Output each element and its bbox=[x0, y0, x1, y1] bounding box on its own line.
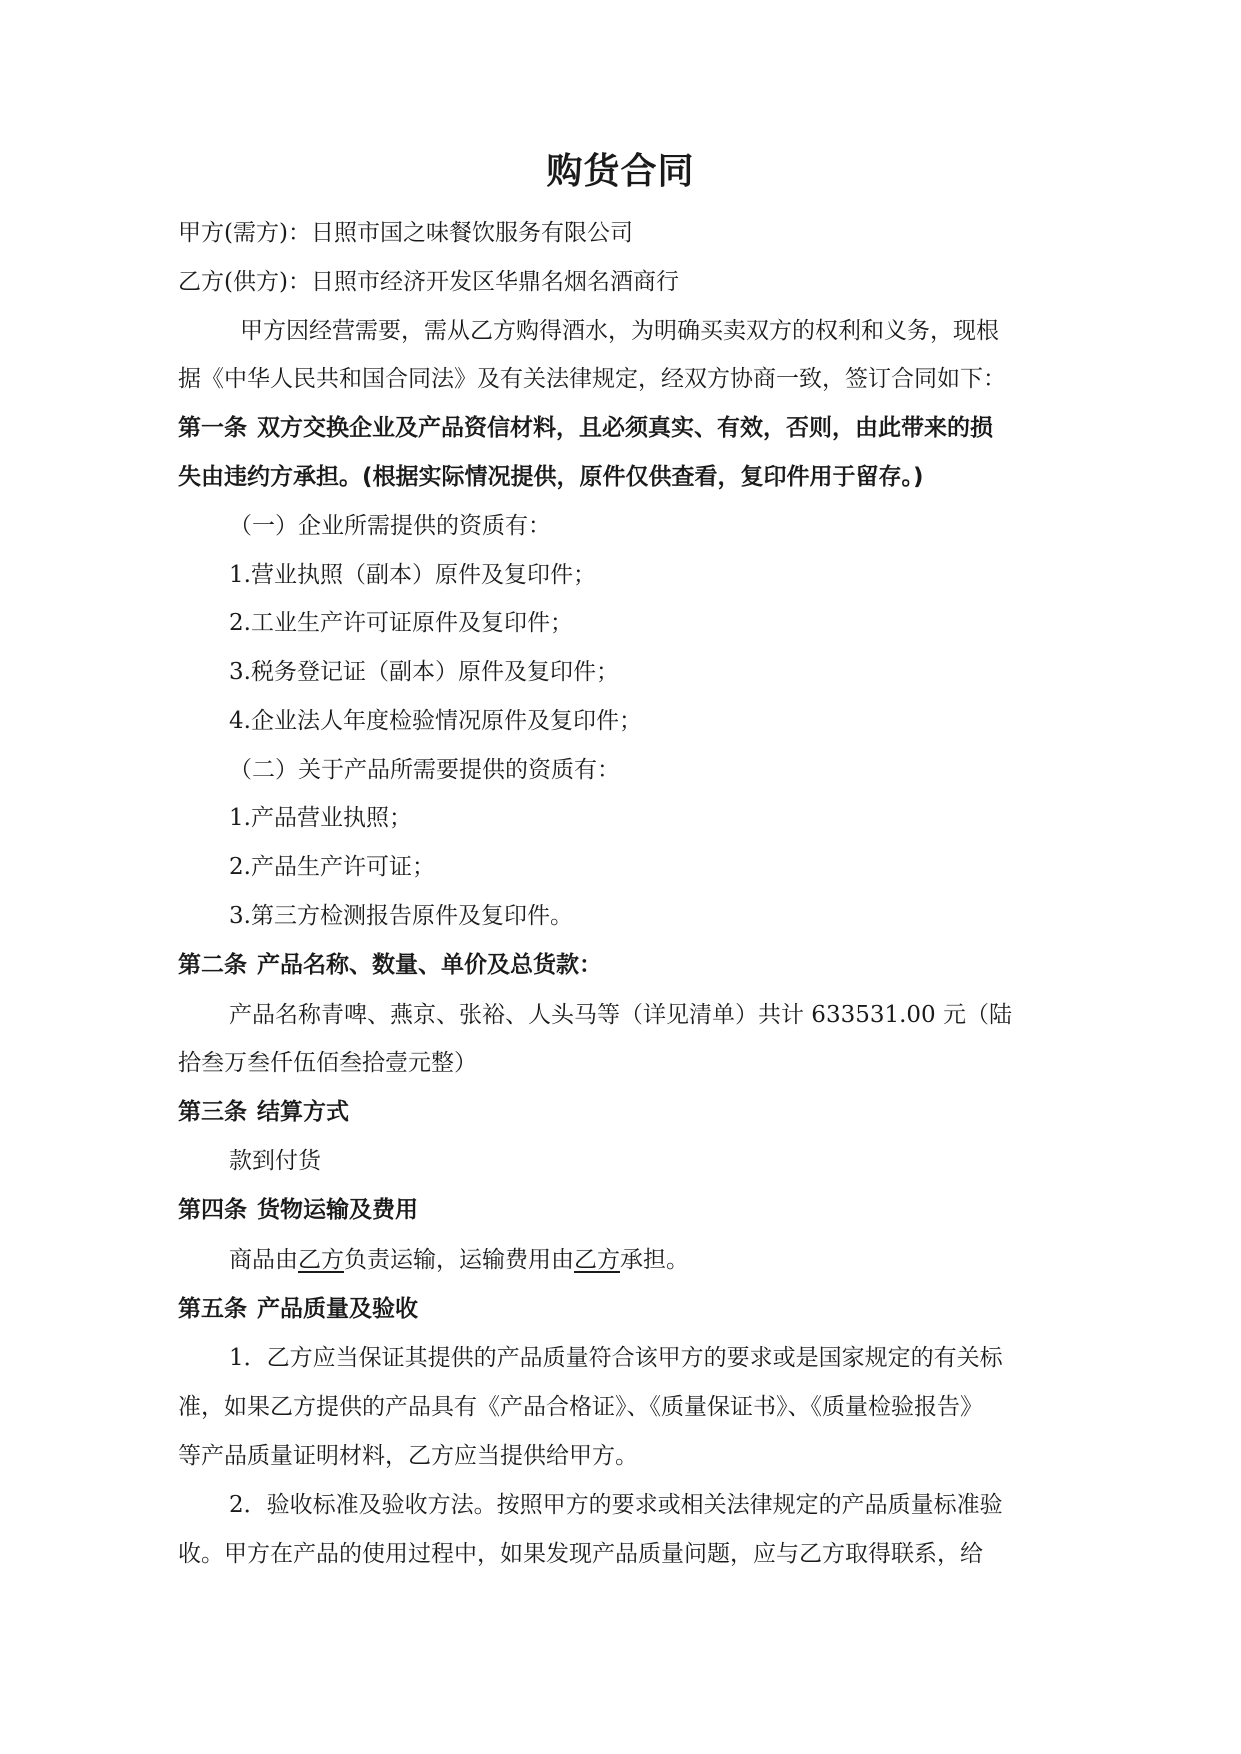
article-1-section-1: （一）企业所需提供的资质有： bbox=[229, 513, 551, 539]
article-4-text-b: 负责运输，运输费用由 bbox=[344, 1247, 574, 1273]
article-1-item: 3.税务登记证（副本）原件及复印件； bbox=[229, 659, 619, 685]
article-1-item: 1.营业执照（副本）原件及复印件； bbox=[229, 562, 596, 588]
article-3-line-1: 款到付货 bbox=[229, 1148, 321, 1174]
article-4-heading bbox=[178, 1195, 418, 1225]
article-2-heading bbox=[178, 950, 602, 980]
article-4-text-c: 承担。 bbox=[620, 1247, 689, 1273]
article-5-clause-1-line-3: 等产品质量证明材料，乙方应当提供给甲方。 bbox=[178, 1443, 638, 1469]
article-4-underlined-a: 乙方 bbox=[298, 1247, 344, 1273]
article-5-clause-2-line-2: 收。甲方在产品的使用过程中，如果发现产品质量问题，应与乙方取得联系，给 bbox=[178, 1541, 983, 1567]
article-1-section-2: （二）关于产品所需要提供的资质有： bbox=[229, 757, 620, 783]
article-2-line-2: 拾叁万叁仟伍佰叁拾壹元整） bbox=[178, 1050, 477, 1076]
article-5-clause-1-line-1: 1．乙方应当保证其提供的产品质量符合该甲方的要求或是国家规定的有关标 bbox=[229, 1345, 1003, 1371]
article-3-heading bbox=[178, 1097, 349, 1127]
document-title: 购货合同 bbox=[546, 151, 695, 192]
article-5-title: 产品质量及验收 bbox=[257, 1296, 418, 1322]
article-1-number: 第一条 bbox=[178, 415, 247, 441]
article-5-clause-2-line-1: 2．验收标准及验收方法。按照甲方的要求或相关法律规定的产品质量标准验 bbox=[229, 1492, 1003, 1518]
article-1-text-1: 双方交换企业及产品资信材料，且必须真实、有效，否则，由此带来的损 bbox=[257, 415, 993, 441]
seller-party: 乙方(供方)：日照市经济开发区华鼎名烟名酒商行 bbox=[178, 269, 679, 295]
article-4-line-1 bbox=[229, 1245, 689, 1275]
article-1-heading bbox=[178, 413, 993, 443]
article-5-clause-1-line-2: 准，如果乙方提供的产品具有《产品合格证》、《质量保证书》、《质量检验报告》 bbox=[178, 1394, 983, 1420]
article-1-item: 3.第三方检测报告原件及复印件。 bbox=[229, 903, 573, 929]
article-1-text-2: 失由违约方承担。(根据实际情况提供，原件仅供查看，复印件用于留存。) bbox=[178, 464, 924, 490]
article-1-item: 2.产品生产许可证； bbox=[229, 854, 435, 880]
article-4-text-a: 商品由 bbox=[229, 1247, 298, 1273]
article-1-item: 1.产品营业执照； bbox=[229, 805, 412, 831]
article-4-title: 货物运输及费用 bbox=[257, 1197, 418, 1223]
article-1-item: 2.工业生产许可证原件及复印件； bbox=[229, 610, 573, 636]
article-2-number: 第二条 bbox=[178, 952, 247, 978]
article-2-title: 产品名称、数量、单价及总货款： bbox=[257, 952, 602, 978]
article-4-number: 第四条 bbox=[178, 1197, 247, 1223]
article-5-heading bbox=[178, 1294, 418, 1324]
buyer-party: 甲方(需方)：日照市国之味餐饮服务有限公司 bbox=[178, 220, 633, 246]
article-3-title: 结算方式 bbox=[257, 1099, 349, 1125]
article-4-underlined-b: 乙方 bbox=[574, 1247, 620, 1273]
article-5-number: 第五条 bbox=[178, 1296, 247, 1322]
intro-line-2: 据《中华人民共和国合同法》及有关法律规定，经双方协商一致，签订合同如下： bbox=[178, 366, 1006, 392]
article-1-item: 4.企业法人年度检验情况原件及复印件； bbox=[229, 708, 642, 734]
intro-line-1: 甲方因经营需要，需从乙方购得酒水，为明确买卖双方的权利和义务，现根 bbox=[240, 318, 999, 344]
article-2-line-1: 产品名称青啤、燕京、张裕、人头马等（详见清单）共计 633531.00 元（陆 bbox=[229, 1002, 1012, 1028]
article-3-number: 第三条 bbox=[178, 1099, 247, 1125]
